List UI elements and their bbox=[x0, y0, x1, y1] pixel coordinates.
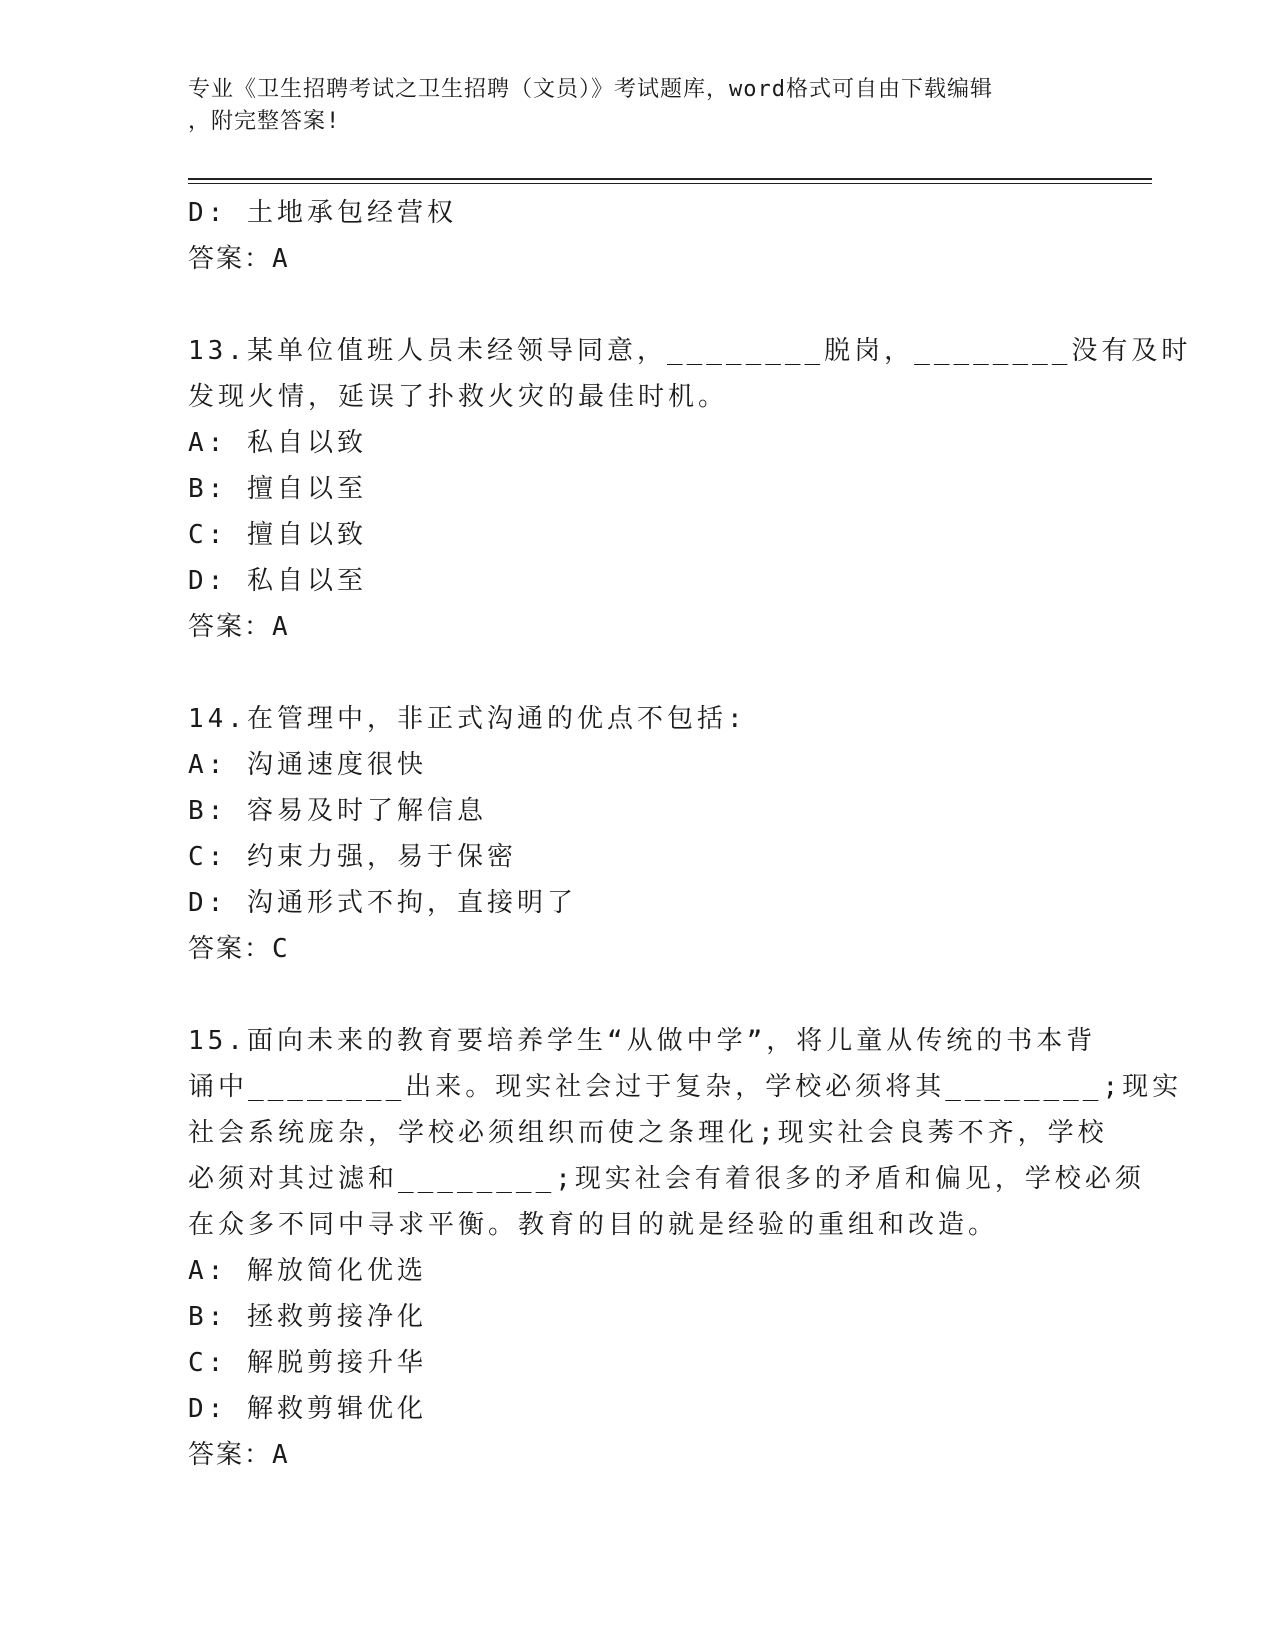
question-list bbox=[188, 190, 1192, 1478]
answer-value: A bbox=[272, 1440, 290, 1470]
question-14 bbox=[188, 696, 1088, 972]
question-stem: 社会系统庞杂，学校必须组织而使之条理化;现实社会良莠不齐，学校 bbox=[188, 1118, 1108, 1148]
question-stem: 诵中________出来。现实社会过于复杂，学校必须将其________;现实 bbox=[188, 1072, 1183, 1102]
answer-value: A bbox=[272, 612, 290, 642]
option-d: D: 土地承包经营权 bbox=[188, 198, 457, 228]
header-line-2: ，附完整答案! bbox=[188, 109, 341, 134]
header-divider-thin bbox=[188, 183, 1152, 184]
question-stem: 必须对其过滤和________;现实社会有着很多的矛盾和偏见，学校必须 bbox=[188, 1164, 1145, 1194]
question-stem: 发现火情，延误了扑救火灾的最佳时机。 bbox=[188, 382, 729, 412]
option-b: B: 擅自以至 bbox=[188, 474, 367, 504]
option-a: A: 解放简化优选 bbox=[188, 1256, 427, 1286]
option-c: C: 擅自以致 bbox=[188, 520, 367, 550]
option-d: D: 私自以至 bbox=[188, 566, 367, 596]
document-header bbox=[188, 74, 1088, 138]
question-stem: 在众多不同中寻求平衡。教育的目的就是经验的重组和改造。 bbox=[188, 1210, 999, 1240]
answer-value: A bbox=[272, 244, 290, 274]
option-c: C: 解脱剪接升华 bbox=[188, 1348, 427, 1378]
answer-label: 答案： bbox=[188, 934, 273, 964]
option-d: D: 解救剪辑优化 bbox=[188, 1394, 427, 1424]
option-c: C: 约束力强，易于保密 bbox=[188, 842, 517, 872]
option-d: D: 沟通形式不拘，直接明了 bbox=[188, 888, 577, 918]
question-stem: 14.在管理中，非正式沟通的优点不包括: bbox=[188, 704, 747, 734]
option-a: A: 私自以致 bbox=[188, 428, 367, 458]
option-b: B: 容易及时了解信息 bbox=[188, 796, 487, 826]
spacer bbox=[188, 650, 1088, 696]
question-13 bbox=[188, 328, 1192, 650]
answer-line bbox=[188, 926, 1088, 972]
answer-line bbox=[188, 236, 1088, 282]
answer-label: 答案： bbox=[188, 1440, 273, 1470]
spacer bbox=[188, 972, 1088, 1018]
answer-line bbox=[188, 1432, 1088, 1478]
answer-value: C bbox=[272, 934, 290, 964]
header-line-1: 专业《卫生招聘考试之卫生招聘（文员）》考试题库，word格式可自由下载编辑 bbox=[188, 77, 993, 102]
question-12-tail bbox=[188, 190, 1088, 282]
question-stem: 15.面向未来的教育要培养学生“从做中学”，将儿童从传统的书本背 bbox=[188, 1026, 1097, 1056]
spacer bbox=[188, 282, 1088, 328]
answer-label: 答案： bbox=[188, 244, 273, 274]
option-a: A: 沟通速度很快 bbox=[188, 750, 427, 780]
question-stem: 13.某单位值班人员未经领导同意，________脱岗，________没有及时 bbox=[188, 336, 1192, 366]
answer-line bbox=[188, 604, 1088, 650]
option-b: B: 拯救剪接净化 bbox=[188, 1302, 427, 1332]
question-15 bbox=[188, 1018, 1183, 1478]
answer-label: 答案： bbox=[188, 612, 273, 642]
header-divider-thick bbox=[188, 178, 1152, 180]
